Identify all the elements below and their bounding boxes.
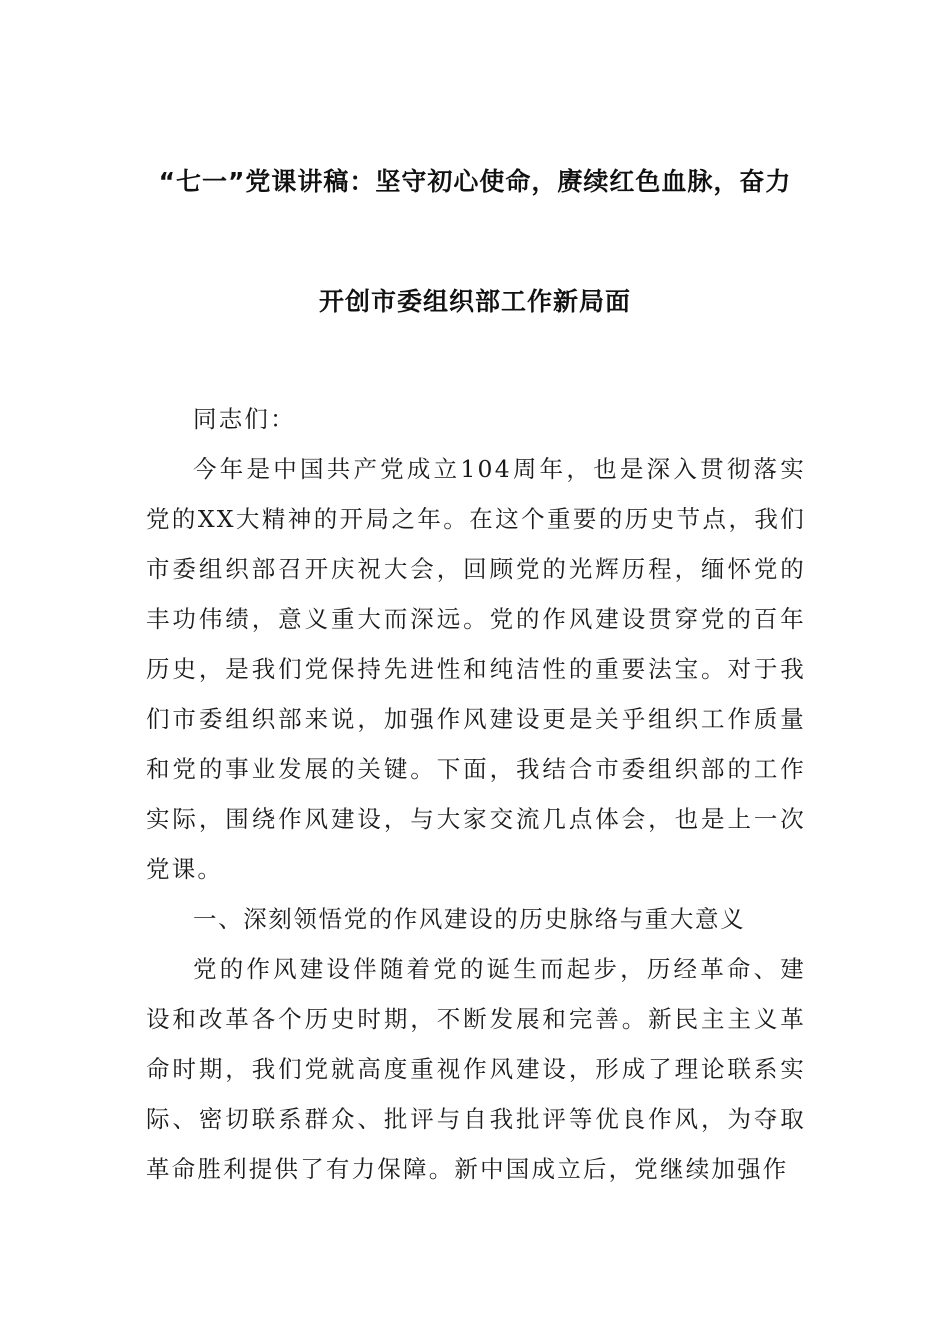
section-heading: 一、深刻领悟党的作风建设的历史脉络与重大意义 — [193, 905, 746, 933]
body-paragraph: 党的作风建设伴随着党的诞生而起步，历经革命、建设和改革各个历史时期，不断发展和完善。新民主主义革命时期，我们党就高度重视作风建设，形成了理论联系实际、密切联系群众、批评与自我批评等优良作风，为夺取革命胜利提供了有力保障。新中国成立后，党继续加强作 — [146, 955, 806, 1183]
document-title-line-2: 开创市委组织部工作新局面 — [318, 287, 631, 316]
salutation: 同志们： — [193, 405, 296, 433]
body-paragraph: 今年是中国共产党成立104周年，也是深入贯彻落实党的XX大精神的开局之年。在这个重要的历史节点，我们市委组织部召开庆祝大会，回顾党的光辉历程，缅怀党的丰功伟绩，意义重大而深远。党的作风建设贯穿党的百年历史，是我们党保持先进性和纯洁性的重要法宝。对于我们市委组织部来说，加强作风建设更是关乎组织工作质量和党的事业发展的关键。下面，我结合市委组织部的工作实际，围绕作风建设，与大家交流几点体会，也是上一次党课。 — [146, 455, 806, 883]
document-body — [146, 394, 806, 1194]
document-title-line-1: “七一”党课讲稿：坚守初心使命，赓续红色血脉，奋力 — [158, 167, 792, 196]
